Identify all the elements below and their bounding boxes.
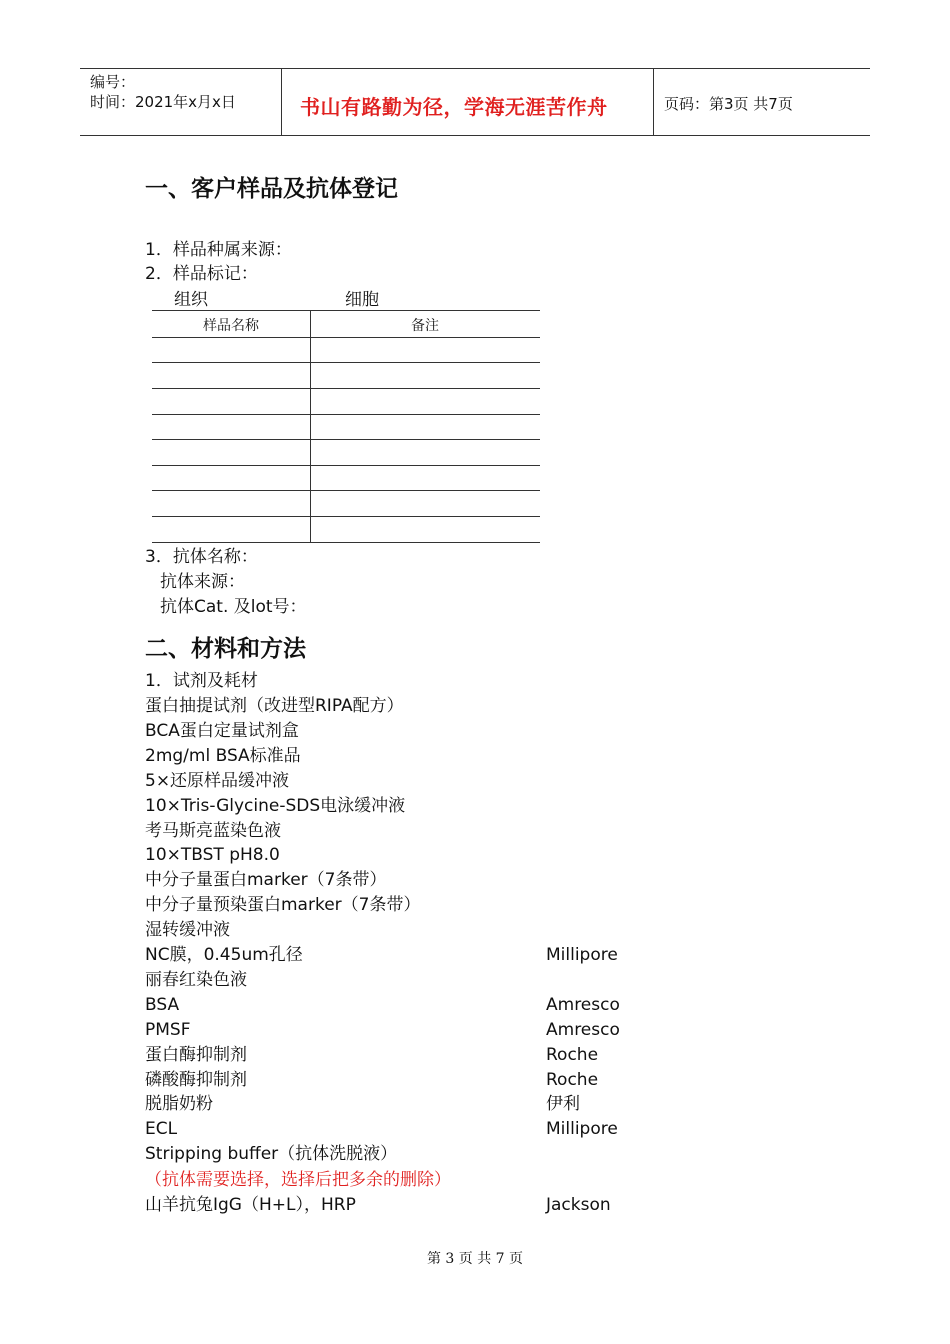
table-rule [152, 337, 540, 338]
reagent-name: 脱脂奶粉 [145, 1094, 213, 1114]
reagent-name: 湿转缓冲液 [145, 920, 230, 940]
reagent-name: Stripping buffer（抗体洗脱液） [145, 1144, 398, 1164]
reagent-name: ECL [145, 1119, 178, 1139]
section1-title: 一、客户样品及抗体登记 [145, 176, 398, 202]
document-header [80, 68, 870, 136]
table-rule [152, 542, 540, 543]
table-rule [152, 388, 540, 389]
header-motto: 书山有路勤为径，学海无涯苦作舟 [300, 95, 608, 119]
reagent-name: 5×还原样品缓冲液 [145, 771, 290, 791]
antibody-name-label: 3．抗体名称： [145, 547, 258, 567]
table-rule [152, 414, 540, 415]
reagent-name: PMSF [145, 1020, 191, 1040]
reagent-name: 丽春红染色液 [145, 970, 247, 990]
reagent-supplier: Millipore [546, 945, 618, 965]
reagent-name: NC膜，0.45um孔径 [145, 945, 303, 965]
sample-mark-label: 2．样品标记： [145, 264, 258, 284]
document-number-label: 编号： [90, 73, 136, 91]
reagent-supplier: Amresco [546, 995, 620, 1015]
table-rule [152, 310, 540, 311]
table-header-sample-name: 样品名称 [203, 318, 259, 334]
table-column-divider [310, 310, 311, 542]
page-footer: 第 3 页 共 7 页 [426, 1251, 524, 1267]
reagent-supplier: Roche [546, 1070, 599, 1090]
reagent-name: 考马斯亮蓝染色液 [145, 821, 281, 841]
reagent-name: 2mg/ml BSA标准品 [145, 746, 301, 766]
reagent-name: 蛋白酶抑制剂 [145, 1045, 247, 1065]
antibody-cat-label: 抗体Cat. 及lot号： [160, 597, 307, 617]
reagent-name: 蛋白抽提试剂（改进型RIPA配方） [145, 696, 404, 716]
reagent-supplier: Jackson [546, 1195, 611, 1215]
header-left-cell [80, 69, 282, 135]
reagent-name: 10×TBST pH8.0 [145, 845, 280, 865]
antibody-source-label: 抗体来源： [160, 572, 245, 592]
reagent-supplier: Millipore [546, 1119, 618, 1139]
reagent-name: 中分子量蛋白marker（7条带） [145, 870, 387, 890]
tissue-label: 组织 [174, 290, 208, 310]
reagent-name: 10×Tris-Glycine-SDS电泳缓冲液 [145, 796, 406, 816]
antibody-selection-note: （抗体需要选择，选择后把多余的删除） [145, 1170, 451, 1190]
header-page-info: 页码：第3页 共7页 [664, 95, 793, 113]
table-rule [152, 362, 540, 363]
cell-label: 细胞 [345, 290, 379, 310]
table-rule [152, 465, 540, 466]
reagent-name: BSA [145, 995, 180, 1015]
reagent-name: 中分子量预染蛋白marker（7条带） [145, 895, 421, 915]
sample-table [152, 310, 540, 542]
reagent-name: BCA蛋白定量试剂盒 [145, 721, 299, 741]
document-time-label: 时间：2021年x月x日 [90, 93, 236, 111]
table-rule [152, 439, 540, 440]
reagent-supplier: Roche [546, 1045, 599, 1065]
table-header-remarks: 备注 [411, 318, 439, 334]
header-center-cell [282, 69, 654, 135]
header-right-cell [654, 69, 870, 135]
reagent-supplier: Amresco [546, 1020, 620, 1040]
reagent-name: 山羊抗兔IgG（H+L），HRP [145, 1195, 356, 1215]
sample-species-label: 1．样品种属来源： [145, 240, 292, 260]
reagent-name: 磷酸酶抑制剂 [145, 1070, 247, 1090]
reagents-heading: 1．试剂及耗材 [145, 671, 258, 691]
section2-title: 二、材料和方法 [145, 636, 306, 662]
table-rule [152, 516, 540, 517]
reagent-supplier: 伊利 [546, 1094, 580, 1114]
table-rule [152, 490, 540, 491]
